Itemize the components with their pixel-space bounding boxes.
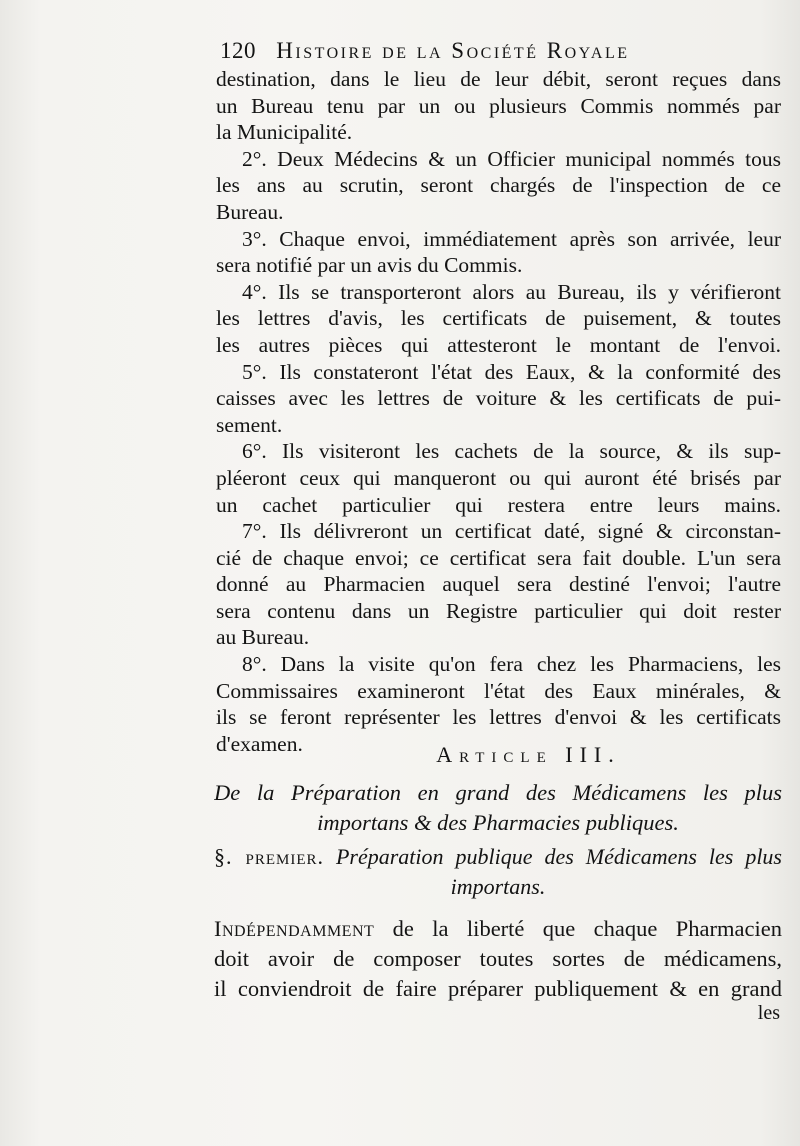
catchword: les bbox=[757, 1002, 780, 1024]
section-label: §. premier. bbox=[214, 844, 324, 869]
text-line: sera notifié par un avis du Commis. bbox=[216, 253, 523, 278]
body-line: il conviendroit de faire préparer publiquement & en grand bbox=[214, 976, 782, 1001]
text-line: 2°. Deux Médecins & un Officier municipal nommés tous bbox=[242, 146, 781, 171]
text-line: 4°. Ils se transporteront alors au Bureau, ils y vérifieront bbox=[242, 279, 781, 304]
text-line: 8°. Dans la visite qu'on fera chez les Pharmaciens, les bbox=[242, 652, 781, 677]
text-line: un Bureau tenu par un ou plusieurs Commis nommés par bbox=[216, 93, 781, 118]
text-line: 5°. Ils constateront l'état des Eaux, & la conformité des bbox=[242, 359, 781, 384]
text-line: au Bureau. bbox=[216, 625, 310, 650]
text-line: 7°. Ils délivreront un certificat daté, signé & circonstan- bbox=[242, 519, 781, 544]
section-title-line-1: Préparation publique des Médicamens les plus bbox=[335, 844, 782, 869]
text-line: la Municipalité. bbox=[216, 120, 353, 145]
text-line: 6°. Ils visiteront les cachets de la source, & ils sup- bbox=[242, 439, 781, 464]
text-line: Bureau. bbox=[216, 199, 284, 224]
text-line: 3°. Chaque envoi, immédiatement après son arrivée, leur bbox=[242, 226, 781, 251]
text-line: sement. bbox=[216, 412, 283, 437]
text-line: sera contenu dans un Registre particulier qui doit rester bbox=[216, 598, 781, 623]
text-line: caisses avec les lettres de voiture & les certificats de pui- bbox=[216, 386, 781, 411]
text-line: les autres pièces qui attesteront le montant de l'envoi. bbox=[216, 332, 781, 357]
opening-paragraph bbox=[214, 914, 782, 1004]
section-heading bbox=[214, 842, 782, 902]
text-line: les ans au scrutin, seront chargés de l'inspection de ce bbox=[216, 173, 781, 198]
body-line: doit avoir de composer toutes sortes de médicamens, bbox=[214, 946, 782, 971]
article-subtitle bbox=[214, 778, 782, 838]
text-line: pléeront ceux qui manqueront ou qui auront été brisés par bbox=[216, 465, 781, 490]
text-line: un cachet particulier qui restera entre leurs mains. bbox=[216, 492, 781, 517]
body-line-text: de la liberté que chaque Pharmacien bbox=[374, 916, 782, 941]
article-subtitle-line-1: De la Préparation en grand des Médicamens les plus bbox=[214, 780, 782, 805]
text-line: les lettres d'avis, les certificats de puisement, & toutes bbox=[216, 306, 781, 331]
text-line: ils se feront représenter les lettres d'envoi & les certificats bbox=[216, 705, 781, 730]
page-number: 120 bbox=[220, 38, 256, 63]
text-line: Commissaires examineront l'état des Eaux minérales, & bbox=[216, 678, 781, 703]
text-line: donné au Pharmacien auquel sera destiné l'envoi; l'autre bbox=[216, 572, 781, 597]
section-title-line-2: importans. bbox=[450, 874, 546, 899]
text-line: cié de chaque envoi; ce certificat sera fait double. L'un sera bbox=[216, 545, 781, 570]
numbered-provisions bbox=[216, 66, 781, 757]
article-subtitle-line-2: importans & des Pharmacies publiques. bbox=[317, 810, 679, 835]
running-title: Histoire de la Société Royale bbox=[276, 38, 630, 63]
text-line: destination, dans le lieu de leur débit, seront reçues dans bbox=[216, 67, 781, 91]
body-line bbox=[214, 914, 782, 944]
text-line: d'examen. bbox=[216, 731, 303, 756]
article-heading: Article III. bbox=[436, 742, 621, 767]
running-header bbox=[220, 38, 780, 64]
lead-word: Indépendamment bbox=[214, 916, 375, 941]
